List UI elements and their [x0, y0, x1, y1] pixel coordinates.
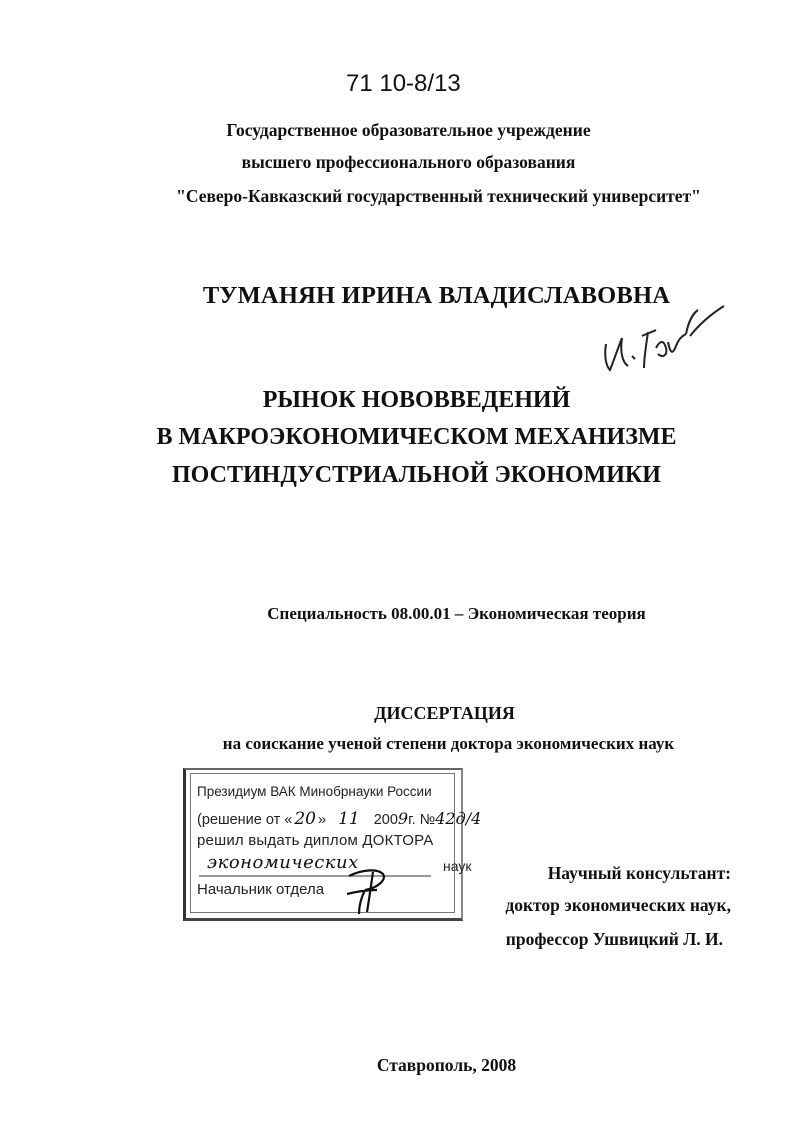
stamp-decision-prefix: (решение от «: [197, 812, 293, 828]
stamp-year-digit: 9: [397, 809, 409, 828]
stamp-number-prefix: г. №: [408, 812, 436, 828]
stamp-line-presidium: Президиум ВАК Минобрнауки России: [197, 784, 432, 799]
title-line-1: РЫНОК НОВОВВЕДЕНИЙ: [262, 387, 571, 413]
advisor-degree: доктор экономических наук,: [505, 895, 731, 915]
stamp-month: 11: [338, 809, 360, 829]
stamp-field-handwritten: экономических: [207, 852, 359, 873]
stamp-number: 42д/4: [435, 809, 482, 828]
title-line-3: ПОСТИНДУСТРИАЛЬНОЙ ЭКОНОМИКИ: [172, 462, 661, 488]
author-signature: [598, 296, 728, 378]
stamp-month-sep: »: [317, 812, 327, 828]
stamp-line-decided: решил выдать диплом ДОКТОРА: [197, 832, 434, 849]
catalog-code: 71 10-8/13: [346, 70, 461, 97]
document-type: ДИССЕРТАЦИЯ: [374, 703, 515, 723]
stamp-line-decision: [197, 809, 481, 829]
stamp-chief: Начальник отдела: [197, 881, 325, 898]
stamp-chief-signature: [337, 862, 395, 916]
title-line-2: В МАКРОЭКОНОМИЧЕСКОМ МЕХАНИЗМЕ: [156, 424, 677, 450]
institution-line-3: "Северо-Кавказский государственный технический университет": [176, 186, 701, 206]
institution-line-1: Государственное образовательное учреждение: [226, 120, 591, 140]
specialty: Специальность 08.00.01 – Экономическая теория: [267, 604, 646, 623]
advisor-label: Научный консультант:: [547, 863, 731, 883]
stamp-day: 20: [294, 809, 316, 829]
stamp-year-prefix: 200: [373, 812, 398, 828]
stamp-field-underline: [199, 874, 431, 878]
institution-line-2: высшего профессионального образования: [241, 152, 576, 172]
stamp-sciences: наук: [443, 858, 472, 874]
city-year: Ставрополь, 2008: [376, 1055, 517, 1075]
stamp-inner-frame: [190, 773, 482, 913]
advisor-name: профессор Ушвицкий Л. И.: [505, 929, 723, 949]
author-name: ТУМАНЯН ИРИНА ВЛАДИСЛАВОВНА: [202, 282, 671, 309]
vak-approval-stamp: [183, 768, 482, 921]
degree-line: на соискание ученой степени доктора экономических наук: [222, 734, 675, 753]
